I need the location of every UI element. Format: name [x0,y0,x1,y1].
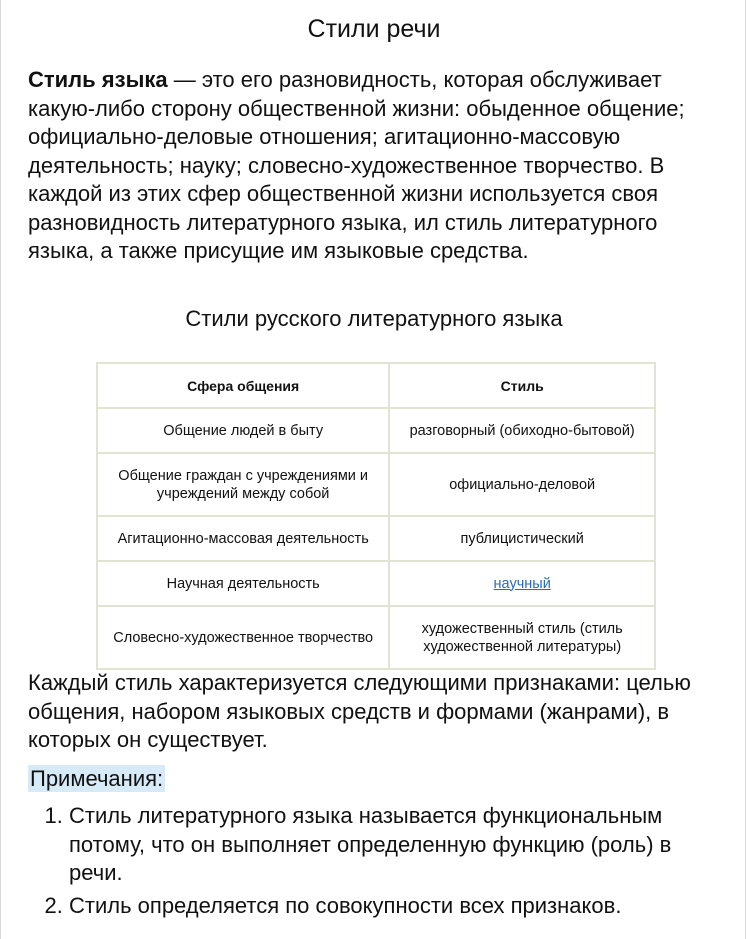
cell-style: публицистический [389,516,655,561]
table-row [97,453,655,516]
cell-sphere: Общение граждан с учреждениями и учреждений между собой [97,453,389,516]
cell-style: разговорный (обиходно-бытовой) [389,408,655,453]
list-item: 2. Стиль определяется по совокупности всех признаков. [69,892,728,921]
notes-list [28,802,728,924]
intro-paragraph [28,66,728,266]
cell-style: официально-деловой [389,453,655,516]
cell-sphere: Научная деятельность [97,561,389,606]
header-style: Стиль [389,363,655,408]
cell-style [389,561,655,606]
table-row [97,606,655,669]
features-paragraph: Каждый стиль характеризуется следующими признаками: целью общения, набором языковых средств и формами (жанрами), в которых он существует. [28,670,691,752]
cell-sphere: Агитационно-массовая деятельность [97,516,389,561]
scientific-style-link[interactable]: научный [493,575,551,592]
cell-style: художественный стиль (стиль художественной литературы) [389,606,655,669]
intro-text: — это его разновидность, которая обслуживает какую-либо сторону общественной жизни: обыденное общение; официально-деловые отношения; агитационно-массовую деятельность; науку; словесно-художественное творчество. В каждой из этих сфер общественной жизни используется своя разновидность литературного языка, ил стиль литературного языка, а также присущие им языковые средства. [28,67,685,263]
table-row [97,516,655,561]
cell-sphere: Общение людей в быту [97,408,389,453]
table-row [97,561,655,606]
header-sphere: Сфера общения [97,363,389,408]
list-item: 1. Стиль литературного языка называется функциональным потому, что он выполняет определенную функцию (роль) в речи. [69,802,728,888]
intro-term: Стиль языка [28,67,168,92]
styles-table [96,362,656,670]
notes-heading: Примечания: [30,766,164,791]
cell-sphere: Словесно-художественное творчество [97,606,389,669]
table-header-row [97,363,655,408]
page-title: Стили речи [307,15,441,43]
table-row [97,408,655,453]
table-caption: Стили русского литературного языка [185,306,563,331]
